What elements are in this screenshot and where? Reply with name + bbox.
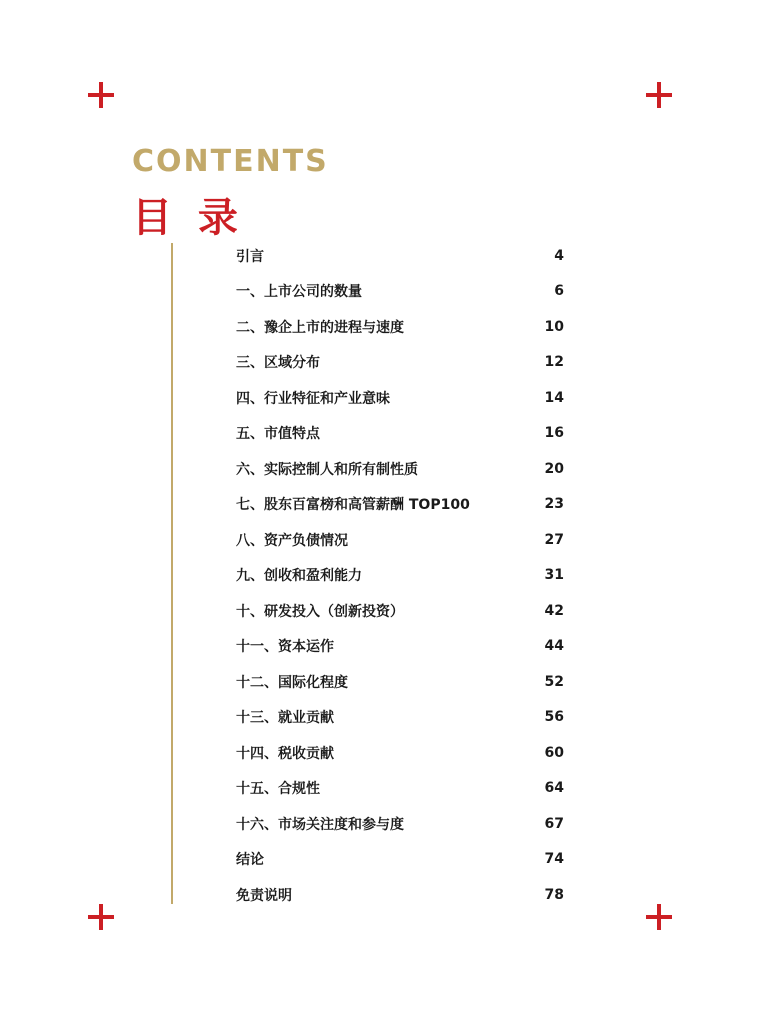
toc-item-page-number: 31 [544,567,564,584]
toc-item-page-number: 74 [544,851,564,868]
toc-item-label: 三、区域分布 [236,355,320,372]
plus-cross-icon [88,82,114,108]
table-of-contents [236,238,568,913]
toc-item[interactable] [236,593,568,629]
toc-item-page-number: 52 [544,673,564,690]
toc-item-label: 一、上市公司的数量 [236,284,362,301]
toc-item[interactable] [236,416,568,452]
toc-item[interactable] [236,274,568,310]
toc-item-label: 十四、税收贡献 [236,745,334,762]
toc-item-page-number: 10 [544,318,564,335]
toc-item[interactable] [236,487,568,523]
toc-item[interactable] [236,380,568,416]
toc-item[interactable] [236,806,568,842]
toc-item[interactable] [236,842,568,878]
toc-item-label: 六、实际控制人和所有制性质 [236,461,418,478]
toc-item[interactable] [236,735,568,771]
toc-item-page-number: 56 [544,709,564,726]
toc-item[interactable] [236,522,568,558]
toc-item-label: 引言 [236,248,264,265]
toc-item-page-number: 16 [544,425,564,442]
toc-item-page-number: 60 [544,744,564,761]
toc-item[interactable] [236,309,568,345]
toc-item-label: 十五、合规性 [236,781,320,798]
contents-title-en: CONTENTS [132,144,329,179]
toc-item-page-number: 20 [544,460,564,477]
toc-item-label: 五、市值特点 [236,426,320,443]
toc-item[interactable] [236,700,568,736]
toc-item[interactable] [236,629,568,665]
toc-item-label: 八、资产负债情况 [236,532,348,549]
toc-item-label: 结论 [236,852,264,869]
toc-item-label: 十、研发投入（创新投资） [236,603,404,620]
toc-item-page-number: 64 [544,780,564,797]
toc-item-page-number: 27 [544,531,564,548]
toc-item[interactable] [236,558,568,594]
contents-title-zh: 目 录 [132,195,244,241]
toc-item-page-number: 44 [544,638,564,655]
toc-item-page-number: 23 [544,496,564,513]
toc-item-page-number: 4 [554,247,564,264]
toc-item-page-number: 78 [544,886,564,903]
toc-item[interactable] [236,238,568,274]
toc-item-label: 四、行业特征和产业意味 [236,390,390,407]
toc-item-page-number: 67 [544,815,564,832]
toc-item-page-number: 42 [544,602,564,619]
toc-item-page-number: 12 [544,354,564,371]
vertical-divider [171,243,173,904]
toc-item[interactable] [236,451,568,487]
plus-cross-icon [88,904,114,930]
toc-item-page-number: 6 [554,283,564,300]
toc-item-label: 十六、市场关注度和参与度 [236,816,404,833]
toc-item[interactable] [236,771,568,807]
toc-item[interactable] [236,664,568,700]
plus-cross-icon [646,82,672,108]
toc-item-label: 免责说明 [236,887,292,904]
toc-item-label: 七、股东百富榜和高管薪酬 TOP100 [236,497,470,514]
toc-item-label: 十一、资本运作 [236,639,334,656]
plus-cross-icon [646,904,672,930]
toc-item[interactable] [236,345,568,381]
toc-item-label: 九、创收和盈利能力 [236,568,362,585]
toc-item-label: 十二、国际化程度 [236,674,348,691]
toc-item-label: 十三、就业贡献 [236,710,334,727]
toc-item[interactable] [236,877,568,913]
toc-item-label: 二、豫企上市的进程与速度 [236,319,404,336]
toc-item-page-number: 14 [544,389,564,406]
